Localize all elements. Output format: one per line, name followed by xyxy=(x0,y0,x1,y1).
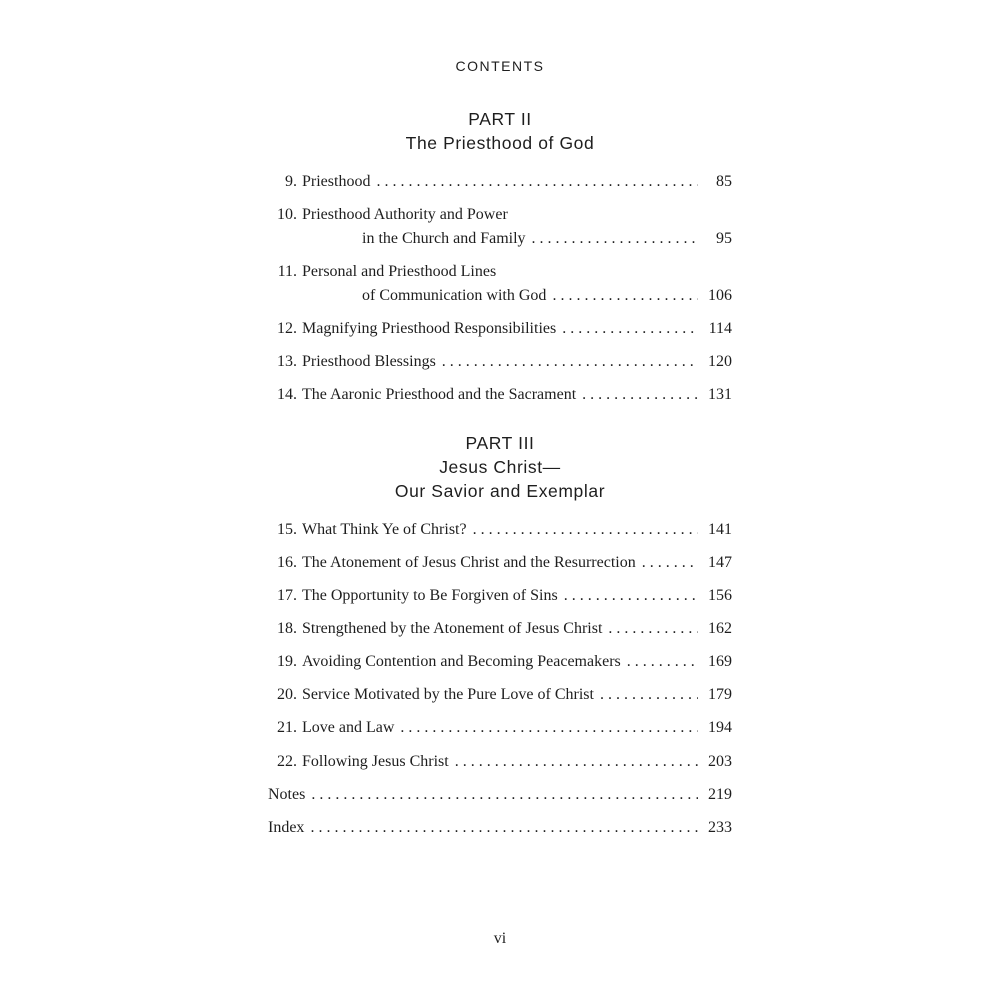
leader-dots xyxy=(627,650,698,674)
entry-page: 203 xyxy=(708,753,732,770)
entry-title: The Aaronic Priesthood and the Sacrament xyxy=(302,386,577,403)
toc-entry-10[interactable] xyxy=(268,203,732,251)
leader-dots xyxy=(582,383,698,407)
part-3-title-line-1: Jesus Christ— xyxy=(439,457,561,477)
entry-page: 147 xyxy=(708,554,732,571)
toc-entry-12[interactable] xyxy=(268,317,732,341)
entry-number: 20. xyxy=(277,686,297,703)
leader-dots xyxy=(455,750,698,774)
entry-number: 21. xyxy=(277,719,297,736)
entry-page: 106 xyxy=(708,287,732,304)
entry-number: 11. xyxy=(277,263,297,280)
toc-entry-notes[interactable] xyxy=(268,783,732,807)
entry-page: 162 xyxy=(708,620,732,637)
leader-dots xyxy=(562,317,698,341)
leader-dots xyxy=(376,170,698,194)
leader-dots xyxy=(552,284,698,308)
entry-number: 14. xyxy=(277,386,297,403)
entry-page: 156 xyxy=(708,587,732,604)
entry-title: Priesthood xyxy=(302,173,371,190)
leader-dots xyxy=(311,783,698,807)
entry-page: 141 xyxy=(708,521,732,538)
entry-title: The Opportunity to Be Forgiven of Sins xyxy=(302,587,558,604)
toc-entry-9[interactable] xyxy=(268,170,732,194)
leader-dots xyxy=(310,816,698,840)
entry-title: Love and Law xyxy=(302,719,395,736)
entry-page: 131 xyxy=(708,386,732,403)
entry-title: Personal and Priesthood Lines xyxy=(302,263,497,280)
entry-title: Priesthood Blessings xyxy=(302,353,436,370)
part-2-label: PART II xyxy=(468,109,532,129)
leader-dots xyxy=(600,683,698,707)
entry-number: 17. xyxy=(277,587,297,604)
entry-page: 233 xyxy=(708,819,732,836)
leader-dots xyxy=(532,227,698,251)
leader-dots xyxy=(608,617,698,641)
toc-entry-11[interactable] xyxy=(268,260,732,308)
toc-entry-17[interactable] xyxy=(268,584,732,608)
toc-entry-21[interactable] xyxy=(268,716,732,740)
entry-number: 10. xyxy=(277,206,297,223)
toc-entry-18[interactable] xyxy=(268,617,732,641)
toc-entry-19[interactable] xyxy=(268,650,732,674)
part-2-title: The Priesthood of God xyxy=(405,133,595,153)
entry-title-continued: of Communication with God xyxy=(362,287,547,304)
entry-title: The Atonement of Jesus Christ and the Resurrection xyxy=(302,554,636,571)
part-3-label: PART III xyxy=(465,433,535,453)
entry-number: 9. xyxy=(285,173,297,190)
entry-title: What Think Ye of Christ? xyxy=(302,521,467,538)
toc-entry-13[interactable] xyxy=(268,350,732,374)
entry-title: Avoiding Contention and Becoming Peacemakers xyxy=(302,653,621,670)
entry-number: 22. xyxy=(277,753,297,770)
entry-title: Strengthened by the Atonement of Jesus Christ xyxy=(302,620,603,637)
entry-title: Priesthood Authority and Power xyxy=(302,206,508,223)
leader-dots xyxy=(400,716,698,740)
entry-title: Following Jesus Christ xyxy=(302,753,449,770)
leader-dots xyxy=(564,584,698,608)
part-3-heading xyxy=(0,431,1000,503)
part-3-title-line-2: Our Savior and Exemplar xyxy=(394,481,606,501)
entry-page: 219 xyxy=(708,786,732,803)
leader-dots xyxy=(442,350,698,374)
toc-entry-14[interactable] xyxy=(268,383,732,407)
entry-title: Index xyxy=(268,819,305,836)
toc-entry-22[interactable] xyxy=(268,750,732,774)
leader-dots xyxy=(473,518,698,542)
entry-title: Notes xyxy=(268,786,306,803)
toc-entry-20[interactable] xyxy=(268,683,732,707)
entry-page: 85 xyxy=(716,173,732,190)
entry-page: 95 xyxy=(716,230,732,247)
page-number: vi xyxy=(493,930,507,947)
entry-page: 120 xyxy=(708,353,732,370)
toc-entry-index[interactable] xyxy=(268,816,732,840)
entry-title: Magnifying Priesthood Responsibilities xyxy=(302,320,557,337)
entry-title-continued: in the Church and Family xyxy=(362,230,526,247)
entry-page: 179 xyxy=(708,686,732,703)
entry-number: 18. xyxy=(277,620,297,637)
entry-page: 114 xyxy=(708,320,732,337)
entry-number: 19. xyxy=(277,653,297,670)
entry-title: Service Motivated by the Pure Love of Christ xyxy=(302,686,594,703)
entry-number: 13. xyxy=(277,353,297,370)
entry-number: 16. xyxy=(277,554,297,571)
toc-entry-15[interactable] xyxy=(268,518,732,542)
entry-number: 12. xyxy=(277,320,297,337)
part-2-heading xyxy=(0,107,1000,155)
toc-entry-16[interactable] xyxy=(268,551,732,575)
leader-dots xyxy=(642,551,698,575)
entry-page: 169 xyxy=(708,653,732,670)
entry-page: 194 xyxy=(708,719,732,736)
running-head: CONTENTS xyxy=(455,58,545,74)
entry-number: 15. xyxy=(277,521,297,538)
